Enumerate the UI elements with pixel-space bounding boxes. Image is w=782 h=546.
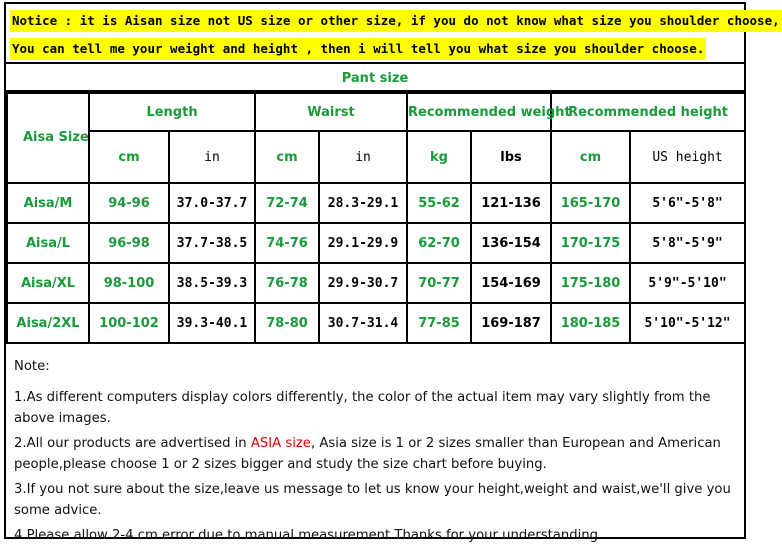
table-cell: 72-74 [255, 183, 319, 223]
notice-line-2: You can tell me your weight and height , then i will tell you what size you shoulder choose. [10, 38, 706, 60]
height-header: Recommended height [551, 93, 745, 131]
table-cell: 39.3-40.1 [169, 303, 255, 343]
table-cell: 62-70 [407, 223, 471, 263]
table-row [7, 263, 745, 303]
note-1: 1.As different computers display colors differently, the color of the actual item may vary slightly from the above images. [14, 390, 711, 426]
note-3: 3.If you not sure about the size,leave us message to let us know your height,weight and waist,we'll give you some advice. [14, 482, 731, 518]
unit-row [7, 131, 745, 183]
table-cell: 37.0-37.7 [169, 183, 255, 223]
table-cell: 5'8"-5'9" [630, 223, 745, 263]
table-cell: 76-78 [255, 263, 319, 303]
table-cell: 136-154 [471, 223, 551, 263]
unit-cell: cm [551, 131, 630, 183]
table-cell: 154-169 [471, 263, 551, 303]
table-cell: 29.9-30.7 [319, 263, 407, 303]
size-header-label: Aisa Size [23, 130, 89, 145]
unit-cell: cm [255, 131, 319, 183]
table-cell: 100-102 [89, 303, 169, 343]
unit-cell: lbs [471, 131, 551, 183]
table-cell: 29.1-29.9 [319, 223, 407, 263]
table-cell: 169-187 [471, 303, 551, 343]
unit-cell: in [319, 131, 407, 183]
table-row [7, 223, 745, 263]
table-cell: 38.5-39.3 [169, 263, 255, 303]
table-cell: 165-170 [551, 183, 630, 223]
note-2-end: , Asia size is 1 or 2 sizes smaller than European and American people,please choose 1 or 2 sizes bigger and study the size chart before buying. [14, 436, 721, 472]
table-cell: 28.3-29.1 [319, 183, 407, 223]
table-row [7, 183, 745, 223]
table-cell: 180-185 [551, 303, 630, 343]
note-4: 4.Please allow 2-4 cm error due to manual measurement.Thanks for your understanding. [14, 528, 603, 543]
unit-cell: US height [630, 131, 745, 183]
table-cell: 96-98 [89, 223, 169, 263]
table-cell: 5'9"-5'10" [630, 263, 745, 303]
table-cell: 121-136 [471, 183, 551, 223]
notice-line-1: Notice : it is Aisan size not US size or other size, if you do not know what size you shoulder choose, [10, 10, 782, 32]
table-cell: 55-62 [407, 183, 471, 223]
table-cell: 70-77 [407, 263, 471, 303]
table-row [7, 303, 745, 343]
table-cell: 5'10"-5'12" [630, 303, 745, 343]
table-cell: 170-175 [551, 223, 630, 263]
unit-cell: kg [407, 131, 471, 183]
waist-header: Wairst [255, 93, 407, 131]
size-label: Aisa/M [7, 183, 89, 223]
size-label: Aisa/L [7, 223, 89, 263]
unit-cell: in [169, 131, 255, 183]
table-cell: 37.7-38.5 [169, 223, 255, 263]
pant-size-title: Pant size [6, 62, 744, 92]
asia-size-highlight: ASIA size [250, 436, 311, 451]
table-cell: 94-96 [89, 183, 169, 223]
note-2 [14, 433, 742, 475]
size-label: Aisa/2XL [7, 303, 89, 343]
table-cell: 77-85 [407, 303, 471, 343]
size-table [6, 92, 746, 344]
size-label: Aisa/XL [7, 263, 89, 303]
table-cell: 175-180 [551, 263, 630, 303]
weight-header: Recommended weight [407, 93, 551, 131]
note-2-start: 2.All our products are advertised in [14, 436, 251, 451]
table-cell: 5'6"-5'8" [630, 183, 745, 223]
table-cell: 30.7-31.4 [319, 303, 407, 343]
notes-section [14, 356, 742, 546]
length-header: Length [89, 93, 255, 131]
table-cell: 78-80 [255, 303, 319, 343]
notes-title: Note: [14, 359, 50, 374]
notice-banner [6, 4, 780, 60]
table-header-row [7, 93, 745, 131]
unit-cell: cm [89, 131, 169, 183]
table-cell: 74-76 [255, 223, 319, 263]
size-header-cell [7, 93, 89, 183]
table-cell: 98-100 [89, 263, 169, 303]
